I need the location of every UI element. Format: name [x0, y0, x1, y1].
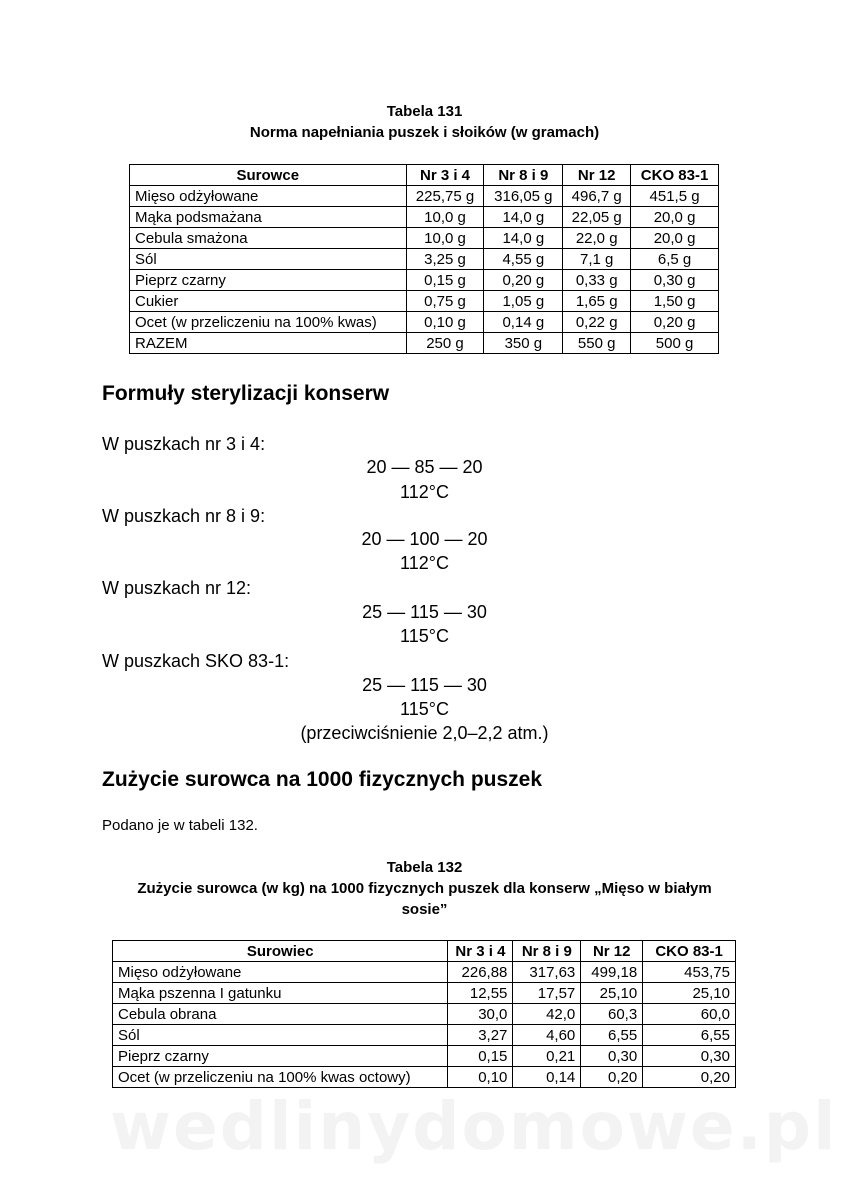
table-cell-value: 4,55 g — [484, 249, 563, 270]
table-cell-value: 6,55 — [581, 1025, 643, 1046]
table-cell-value: 317,63 — [513, 962, 581, 983]
table-cell-value: 225,75 g — [406, 186, 484, 207]
table-row — [130, 186, 719, 207]
table-cell-value: 1,65 g — [563, 291, 631, 312]
table-row — [130, 291, 719, 312]
table131-caption-title: Norma napełniania puszek i słoików (w gramach) — [249, 124, 600, 141]
table132-header: Nr 8 i 9 — [513, 941, 581, 962]
sterilization-formula: 25 — 115 — 30 — [362, 602, 487, 622]
table-cell-value: 0,21 — [513, 1046, 581, 1067]
table-cell-label: Pieprz czarny — [113, 1046, 448, 1067]
table-row — [130, 270, 719, 291]
table-cell-value: 60,3 — [581, 1004, 643, 1025]
table-cell-label: Pieprz czarny — [130, 270, 407, 291]
table-cell-value: 496,7 g — [563, 186, 631, 207]
watermark-text: wedlinydomowe.pl — [110, 1088, 838, 1165]
usage-intro: Podano je w tabeli 132. — [102, 817, 258, 834]
sterilization-note: (przeciwciśnienie 2,0–2,2 atm.) — [300, 723, 549, 743]
sterilization-label: W puszkach SKO 83-1: — [102, 651, 290, 671]
table131-header: CKO 83-1 — [631, 165, 719, 186]
table-cell-value: 499,18 — [581, 962, 643, 983]
table-cell-value: 0,20 g — [631, 312, 719, 333]
table-cell-value: 0,30 g — [631, 270, 719, 291]
table-cell-value: 0,10 g — [406, 312, 484, 333]
table132-header-row — [113, 941, 736, 962]
table-cell-label: Cukier — [130, 291, 407, 312]
table-cell-label: Mąka pszenna I gatunku — [113, 983, 448, 1004]
table-row — [113, 1067, 736, 1088]
table-cell-value: 7,1 g — [563, 249, 631, 270]
table132-body — [113, 962, 736, 1088]
table-cell-value: 226,88 — [448, 962, 513, 983]
table-cell-label: Mięso odżyłowane — [113, 962, 448, 983]
sterilization-temperature: 112°C — [400, 553, 449, 573]
table132-header: CKO 83-1 — [643, 941, 736, 962]
table132-header: Nr 12 — [581, 941, 643, 962]
sterilization-label: W puszkach nr 8 i 9: — [102, 506, 266, 526]
table-cell-value: 17,57 — [513, 983, 581, 1004]
table-cell-label: RAZEM — [130, 333, 407, 354]
table132-header: Nr 3 i 4 — [448, 941, 513, 962]
usage-heading: Zużycie surowca na 1000 fizycznych puszek — [102, 768, 543, 791]
table-cell-value: 3,27 — [448, 1025, 513, 1046]
table-cell-value: 6,5 g — [631, 249, 719, 270]
table-row — [113, 1004, 736, 1025]
table131-header: Nr 3 i 4 — [406, 165, 484, 186]
table-cell-value: 25,10 — [581, 983, 643, 1004]
table-cell-value: 10,0 g — [406, 207, 484, 228]
table-row — [113, 962, 736, 983]
table-cell-value: 3,25 g — [406, 249, 484, 270]
table-cell-value: 453,75 — [643, 962, 736, 983]
table-cell-value: 1,05 g — [484, 291, 563, 312]
table-cell-value: 60,0 — [643, 1004, 736, 1025]
table-cell-value: 316,05 g — [484, 186, 563, 207]
table-cell-label: Cebula smażona — [130, 228, 407, 249]
table-cell-label: Cebula obrana — [113, 1004, 448, 1025]
table-cell-value: 451,5 g — [631, 186, 719, 207]
table-cell-value: 0,75 g — [406, 291, 484, 312]
table-cell-value: 22,05 g — [563, 207, 631, 228]
sterilization-formula: 25 — 115 — 30 — [362, 675, 487, 695]
table132-caption-title: Zużycie surowca (w kg) na 1000 fizycznych puszek dla konserw „Mięso w białym — [137, 880, 712, 897]
table-row — [130, 249, 719, 270]
table-cell-label: Ocet (w przeliczeniu na 100% kwas octowy) — [113, 1067, 448, 1088]
table-row — [113, 1046, 736, 1067]
table131-header: Nr 8 i 9 — [484, 165, 563, 186]
table-cell-value: 350 g — [484, 333, 563, 354]
table-cell-value: 20,0 g — [631, 207, 719, 228]
table-cell-value: 42,0 — [513, 1004, 581, 1025]
table-cell-value: 1,50 g — [631, 291, 719, 312]
table131-header: Nr 12 — [563, 165, 631, 186]
table-cell-value: 0,14 g — [484, 312, 563, 333]
table-cell-label: Ocet (w przeliczeniu na 100% kwas) — [130, 312, 407, 333]
table-cell-value: 10,0 g — [406, 228, 484, 249]
table-cell-value: 6,55 — [643, 1025, 736, 1046]
table-row — [130, 333, 719, 354]
table-cell-value: 0,30 — [581, 1046, 643, 1067]
table-row — [130, 312, 719, 333]
table-cell-value: 0,20 — [643, 1067, 736, 1088]
sterilization-heading: Formuły sterylizacji konserw — [102, 382, 390, 405]
table-cell-value: 0,20 g — [484, 270, 563, 291]
table132-header: Surowiec — [113, 941, 448, 962]
table-cell-value: 500 g — [631, 333, 719, 354]
table-cell-value: 0,10 — [448, 1067, 513, 1088]
table131-body — [130, 186, 719, 354]
table-cell-value: 14,0 g — [484, 207, 563, 228]
sterilization-formula: 20 — 85 — 20 — [366, 457, 483, 477]
table-cell-value: 250 g — [406, 333, 484, 354]
table-cell-value: 14,0 g — [484, 228, 563, 249]
table-cell-value: 30,0 — [448, 1004, 513, 1025]
sterilization-label: W puszkach nr 12: — [102, 578, 252, 598]
table131 — [129, 164, 719, 354]
table-cell-value: 12,55 — [448, 983, 513, 1004]
sterilization-temperature: 115°C — [400, 699, 449, 719]
table-cell-label: Sól — [113, 1025, 448, 1046]
table-cell-value: 20,0 g — [631, 228, 719, 249]
table-cell-label: Mięso odżyłowane — [130, 186, 407, 207]
table132 — [112, 940, 736, 1088]
table131-header: Surowce — [130, 165, 407, 186]
table-cell-label: Sól — [130, 249, 407, 270]
table-cell-value: 0,14 — [513, 1067, 581, 1088]
table-cell-value: 0,15 g — [406, 270, 484, 291]
table-cell-value: 550 g — [563, 333, 631, 354]
sterilization-temperature: 112°C — [400, 482, 449, 502]
table-cell-value: 0,15 — [448, 1046, 513, 1067]
table-cell-value: 4,60 — [513, 1025, 581, 1046]
table-cell-label: Mąka podsmażana — [130, 207, 407, 228]
table131-header-row — [130, 165, 719, 186]
table-cell-value: 0,22 g — [563, 312, 631, 333]
table-cell-value: 0,30 — [643, 1046, 736, 1067]
table131-caption-number: Tabela 131 — [386, 103, 463, 120]
table132-caption-title-cont: sosie” — [401, 901, 448, 918]
table-row — [130, 228, 719, 249]
sterilization-label: W puszkach nr 3 i 4: — [102, 434, 266, 454]
table-cell-value: 22,0 g — [563, 228, 631, 249]
table-cell-value: 0,20 — [581, 1067, 643, 1088]
table132-caption-number: Tabela 132 — [386, 859, 463, 876]
sterilization-temperature: 115°C — [400, 626, 449, 646]
table-cell-value: 25,10 — [643, 983, 736, 1004]
table-row — [130, 207, 719, 228]
table-cell-value: 0,33 g — [563, 270, 631, 291]
table-row — [113, 983, 736, 1004]
table-row — [113, 1025, 736, 1046]
sterilization-formula: 20 — 100 — 20 — [361, 529, 488, 549]
